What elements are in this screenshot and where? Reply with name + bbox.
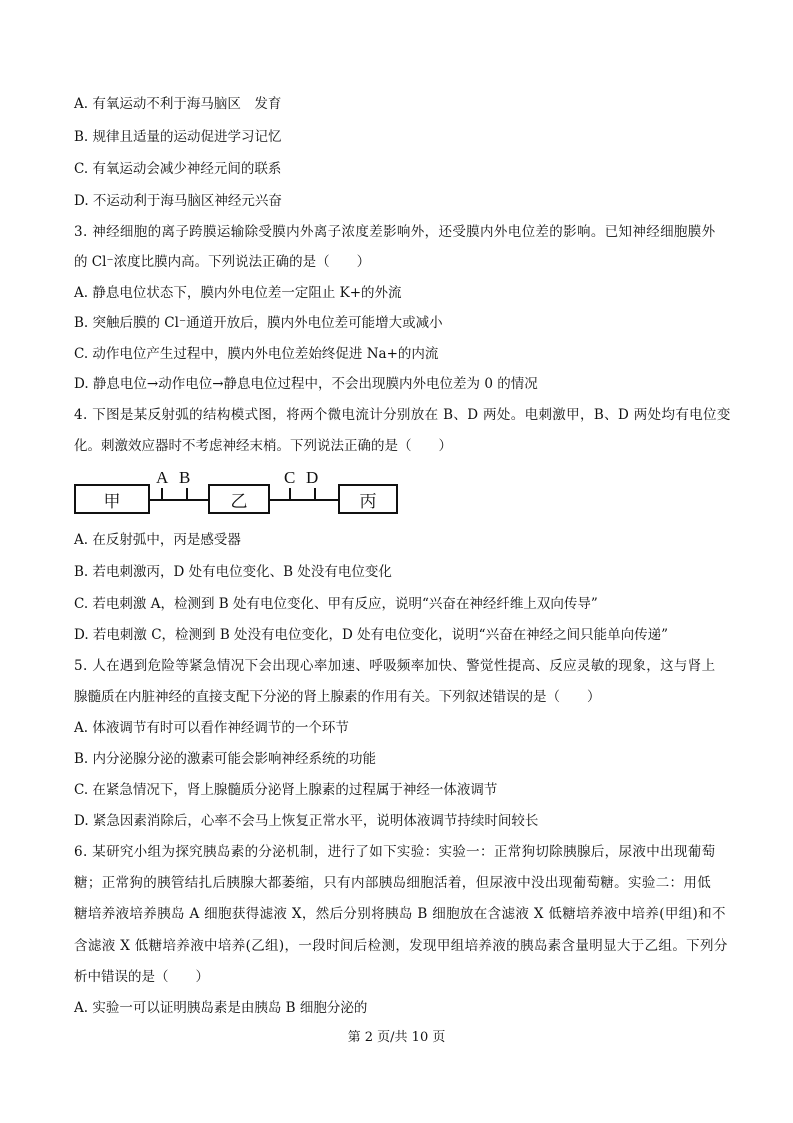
box-jia: 甲 — [74, 484, 150, 514]
option-3d: D. 静息电位→动作电位→静息电位过程中，不会出现膜内外电位差为 0 的情况 — [74, 376, 538, 392]
option-3b: B. 突触后膜的 Cl⁻通道开放后，膜内外电位差可能增大或减小 — [74, 315, 443, 331]
question-5-stem-line-1: 5. 人在遇到危险等紧急情况下会出现心率加速、呼吸频率加快、警觉性提高、反应灵敏的现象，这与肾上 — [74, 658, 716, 674]
reflex-arc-diagram — [74, 468, 404, 516]
question-5-stem-line-2: 腺髓质在内脏神经的直接支配下分泌的肾上腺素的作用有关。下列叙述错误的是（ ） — [74, 689, 601, 705]
option-4c: C. 若电刺激 A，检测到 B 处有电位变化、甲有反应，说明“兴奋在神经纤维上双向传导” — [74, 596, 598, 612]
box-bing: 丙 — [338, 484, 398, 514]
option-2a: A. 有氧运动不利于海马脑区 发育 — [74, 96, 282, 112]
option-4a: A. 在反射弧中，丙是感受器 — [74, 532, 241, 548]
question-4-stem-line-1: 4. 下图是某反射弧的结构模式图，将两个微电流计分别放在 B、D 两处。电刺激甲，B、D 两处均有电位变 — [74, 407, 731, 423]
option-5d: D. 紧急因素消除后，心率不会马上恢复正常水平，说明体液调节持续时间较长 — [74, 813, 539, 829]
option-4d: D. 若电刺激 C，检测到 B 处没有电位变化，D 处有电位变化，说明“兴奋在神经之间只能单向传递” — [74, 627, 668, 643]
option-2b: B. 规律且适量的运动促进学习记忆 — [74, 129, 282, 145]
page-footer: 第 2 页/共 10 页 — [347, 1030, 446, 1045]
question-6-stem-line-5: 析中错误的是（ ） — [74, 969, 209, 985]
point-d-label: D — [306, 468, 319, 487]
option-5c: C. 在紧急情况下，肾上腺髓质分泌肾上腺素的过程属于神经一体液调节 — [74, 782, 498, 798]
point-c-marker — [289, 488, 291, 500]
point-c-label: C — [284, 468, 296, 487]
question-3-stem-line-1: 3. 神经细胞的离子跨膜运输除受膜内外离子浓度差影响外，还受膜内外电位差的影响。已知神经细胞膜外 — [74, 224, 716, 240]
box-yi: 乙 — [208, 484, 270, 514]
option-2d: D. 不运动利于海马脑区神经元兴奋 — [74, 193, 282, 209]
nerve-fiber-1 — [148, 499, 210, 501]
question-3-stem-line-2: 的 Cl⁻浓度比膜内高。下列说法正确的是（ ） — [74, 254, 371, 270]
question-6-stem-line-4: 含滤液 X 低糖培养液中培养(乙组)，一段时间后检测，发现甲组培养液的胰岛素含量明显大于乙组。下列分 — [74, 938, 728, 954]
option-3a: A. 静息电位状态下，膜内外电位差一定阻止 K+的外流 — [74, 285, 402, 301]
question-6-stem-line-3: 糖培养液培养胰岛 A 细胞获得滤液 X，然后分别将胰岛 B 细胞放在含滤液 X 低糖培养液中培养(甲组)和不 — [74, 906, 726, 922]
option-5b: B. 内分泌腺分泌的激素可能会影响神经系统的功能 — [74, 751, 377, 767]
point-a-label: A — [156, 468, 169, 487]
point-a-marker — [161, 488, 163, 500]
question-6-stem-line-1: 6. 某研究小组为探究胰岛素的分泌机制，进行了如下实验：实验一：正常狗切除胰腺后，尿液中出现葡萄 — [74, 844, 716, 860]
point-d-marker — [314, 488, 316, 500]
option-4b: B. 若电刺激丙，D 处有电位变化、B 处没有电位变化 — [74, 564, 392, 580]
question-4-stem-line-2: 化。刺激效应器时不考虑神经末梢。下列说法正确的是（ ） — [74, 438, 452, 454]
nerve-fiber-2 — [268, 499, 340, 501]
point-b-marker — [186, 488, 188, 500]
option-3c: C. 动作电位产生过程中，膜内外电位差始终促进 Na+的内流 — [74, 346, 439, 362]
point-b-label: B — [179, 468, 191, 487]
option-6a: A. 实验一可以证明胰岛素是由胰岛 B 细胞分泌的 — [74, 1000, 368, 1016]
option-5a: A. 体液调节有时可以看作神经调节的一个环节 — [74, 720, 349, 736]
option-2c: C. 有氧运动会减少神经元间的联系 — [74, 161, 282, 177]
question-6-stem-line-2: 糖；正常狗的胰管结扎后胰腺大都萎缩，只有内部胰岛细胞活着，但尿液中没出现葡萄糖。实验二：用低 — [74, 875, 712, 891]
